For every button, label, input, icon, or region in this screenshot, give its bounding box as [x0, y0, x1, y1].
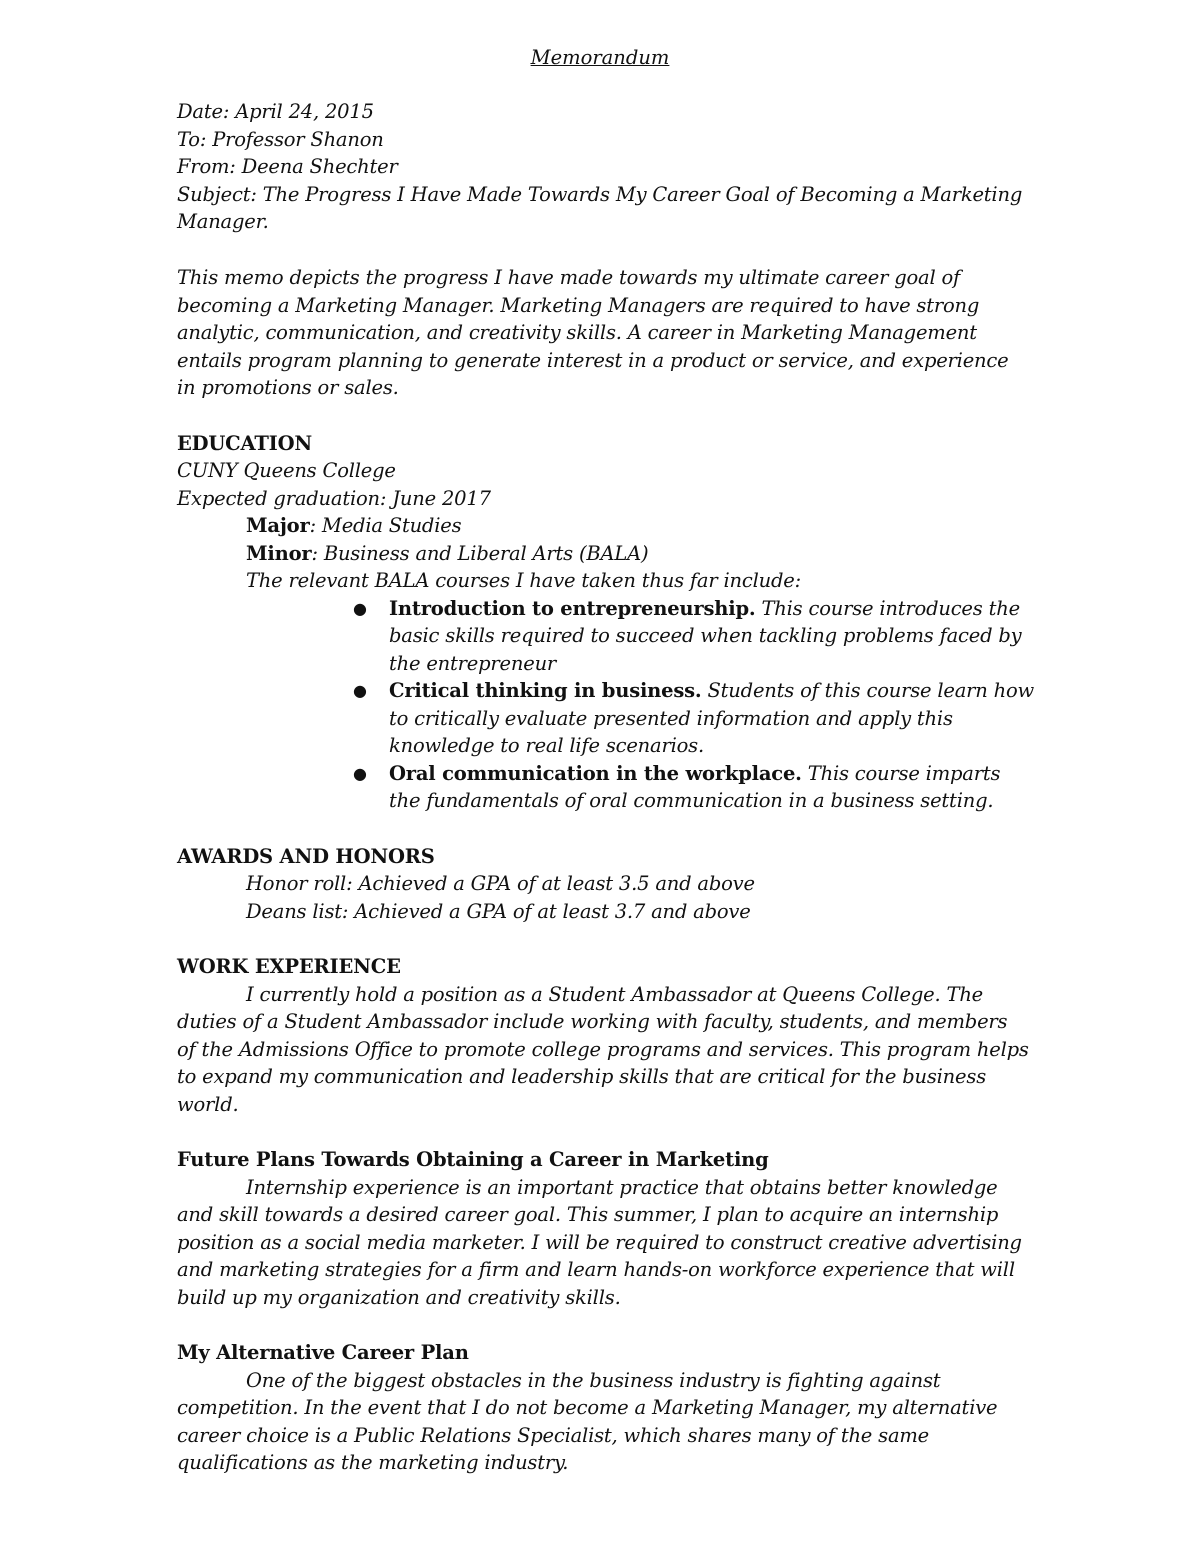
- bullet-icon: ●: [353, 764, 367, 783]
- minor-value: : Business and Liberal Arts (BALA): [311, 542, 649, 565]
- alternative-line: qualifications as the marketing industry.: [177, 1451, 569, 1474]
- awards-heading: AWARDS AND HONORS: [177, 845, 435, 868]
- intro-line-5: in promotions or sales.: [177, 376, 399, 399]
- award-item: Honor roll: Achieved a GPA of at least 3.5 and above: [246, 872, 755, 895]
- alternative-line: competition. In the event that I do not become a Marketing Manager, my alternative: [177, 1396, 998, 1419]
- course-description: the entrepreneur: [389, 652, 557, 675]
- future-line: Internship experience is an important practice that obtains better knowledge: [246, 1176, 998, 1199]
- memo-date: Date: April 24, 2015: [177, 100, 374, 123]
- intro-line-1: This memo depicts the progress I have made towards my ultimate career goal of: [177, 266, 961, 289]
- major-label: Major: [246, 514, 310, 537]
- education-major: [246, 512, 461, 540]
- education-minor: [246, 540, 648, 568]
- course-description: to critically evaluate presented information and apply this: [389, 707, 953, 730]
- work-line: world.: [177, 1093, 239, 1116]
- alternative-line: One of the biggest obstacles in the business industry is fighting against: [246, 1369, 941, 1392]
- education-graduation: Expected graduation: June 2017: [177, 487, 491, 510]
- course-name: Oral communication in the workplace.: [389, 762, 802, 785]
- work-heading: WORK EXPERIENCE: [177, 955, 401, 978]
- course-description: basic skills required to succeed when tackling problems faced by: [389, 624, 1022, 647]
- course-description: knowledge to real life scenarios.: [389, 734, 704, 757]
- memo-to: To: Professor Shanon: [177, 128, 384, 151]
- course-description: This course imparts: [801, 762, 1001, 785]
- memo-subject-line1: Subject: The Progress I Have Made Towards My Career Goal of Becoming a Marketing: [177, 183, 1023, 206]
- work-line: of the Admissions Office to promote college programs and services. This program helps: [177, 1038, 1029, 1061]
- education-heading: EDUCATION: [177, 432, 313, 455]
- course-description: Students of this course learn how: [701, 679, 1035, 702]
- course-name: Introduction to entrepreneurship.: [389, 597, 756, 620]
- intro-line-4: entails program planning to generate interest in a product or service, and experience: [177, 349, 1009, 372]
- memo-subject-line2: Manager.: [177, 210, 269, 233]
- course-description: This course introduces the: [755, 597, 1020, 620]
- bullet-icon: ●: [353, 681, 367, 700]
- alternative-line: career choice is a Public Relations Specialist, which shares many of the same: [177, 1424, 930, 1447]
- memo-from: From: Deena Shechter: [177, 155, 398, 178]
- courses-intro: The relevant BALA courses I have taken thus far include:: [246, 569, 801, 592]
- future-line: and skill towards a desired career goal. This summer, I plan to acquire an internship: [177, 1203, 999, 1226]
- course-item: [389, 760, 1000, 788]
- future-line: build up my organization and creativity skills.: [177, 1286, 621, 1309]
- intro-line-2: becoming a Marketing Manager. Marketing Managers are required to have strong: [177, 294, 980, 317]
- minor-label: Minor: [246, 542, 312, 565]
- future-line: and marketing strategies for a firm and learn hands-on workforce experience that will: [177, 1258, 1015, 1281]
- course-item: [389, 677, 1034, 705]
- major-value: : Media Studies: [309, 514, 462, 537]
- work-line: duties of a Student Ambassador include working with faculty, students, and members: [177, 1010, 1008, 1033]
- course-description: the fundamentals of oral communication in a business setting.: [389, 789, 994, 812]
- course-item: [389, 595, 1020, 623]
- memo-title: Memorandum: [530, 46, 670, 69]
- bullet-icon: ●: [353, 599, 367, 618]
- future-line: position as a social media marketer. I will be required to construct creative advertising: [177, 1231, 1022, 1254]
- intro-line-3: analytic, communication, and creativity skills. A career in Marketing Management: [177, 321, 977, 344]
- work-line: I currently hold a position as a Student Ambassador at Queens College. The: [246, 983, 984, 1006]
- education-school: CUNY Queens College: [177, 459, 396, 482]
- alternative-heading: My Alternative Career Plan: [177, 1341, 469, 1364]
- award-item: Deans list: Achieved a GPA of at least 3.7 and above: [246, 900, 751, 923]
- future-heading: Future Plans Towards Obtaining a Career in Marketing: [177, 1148, 769, 1171]
- course-name: Critical thinking in business.: [389, 679, 702, 702]
- work-line: to expand my communication and leadership skills that are critical for the business: [177, 1065, 986, 1088]
